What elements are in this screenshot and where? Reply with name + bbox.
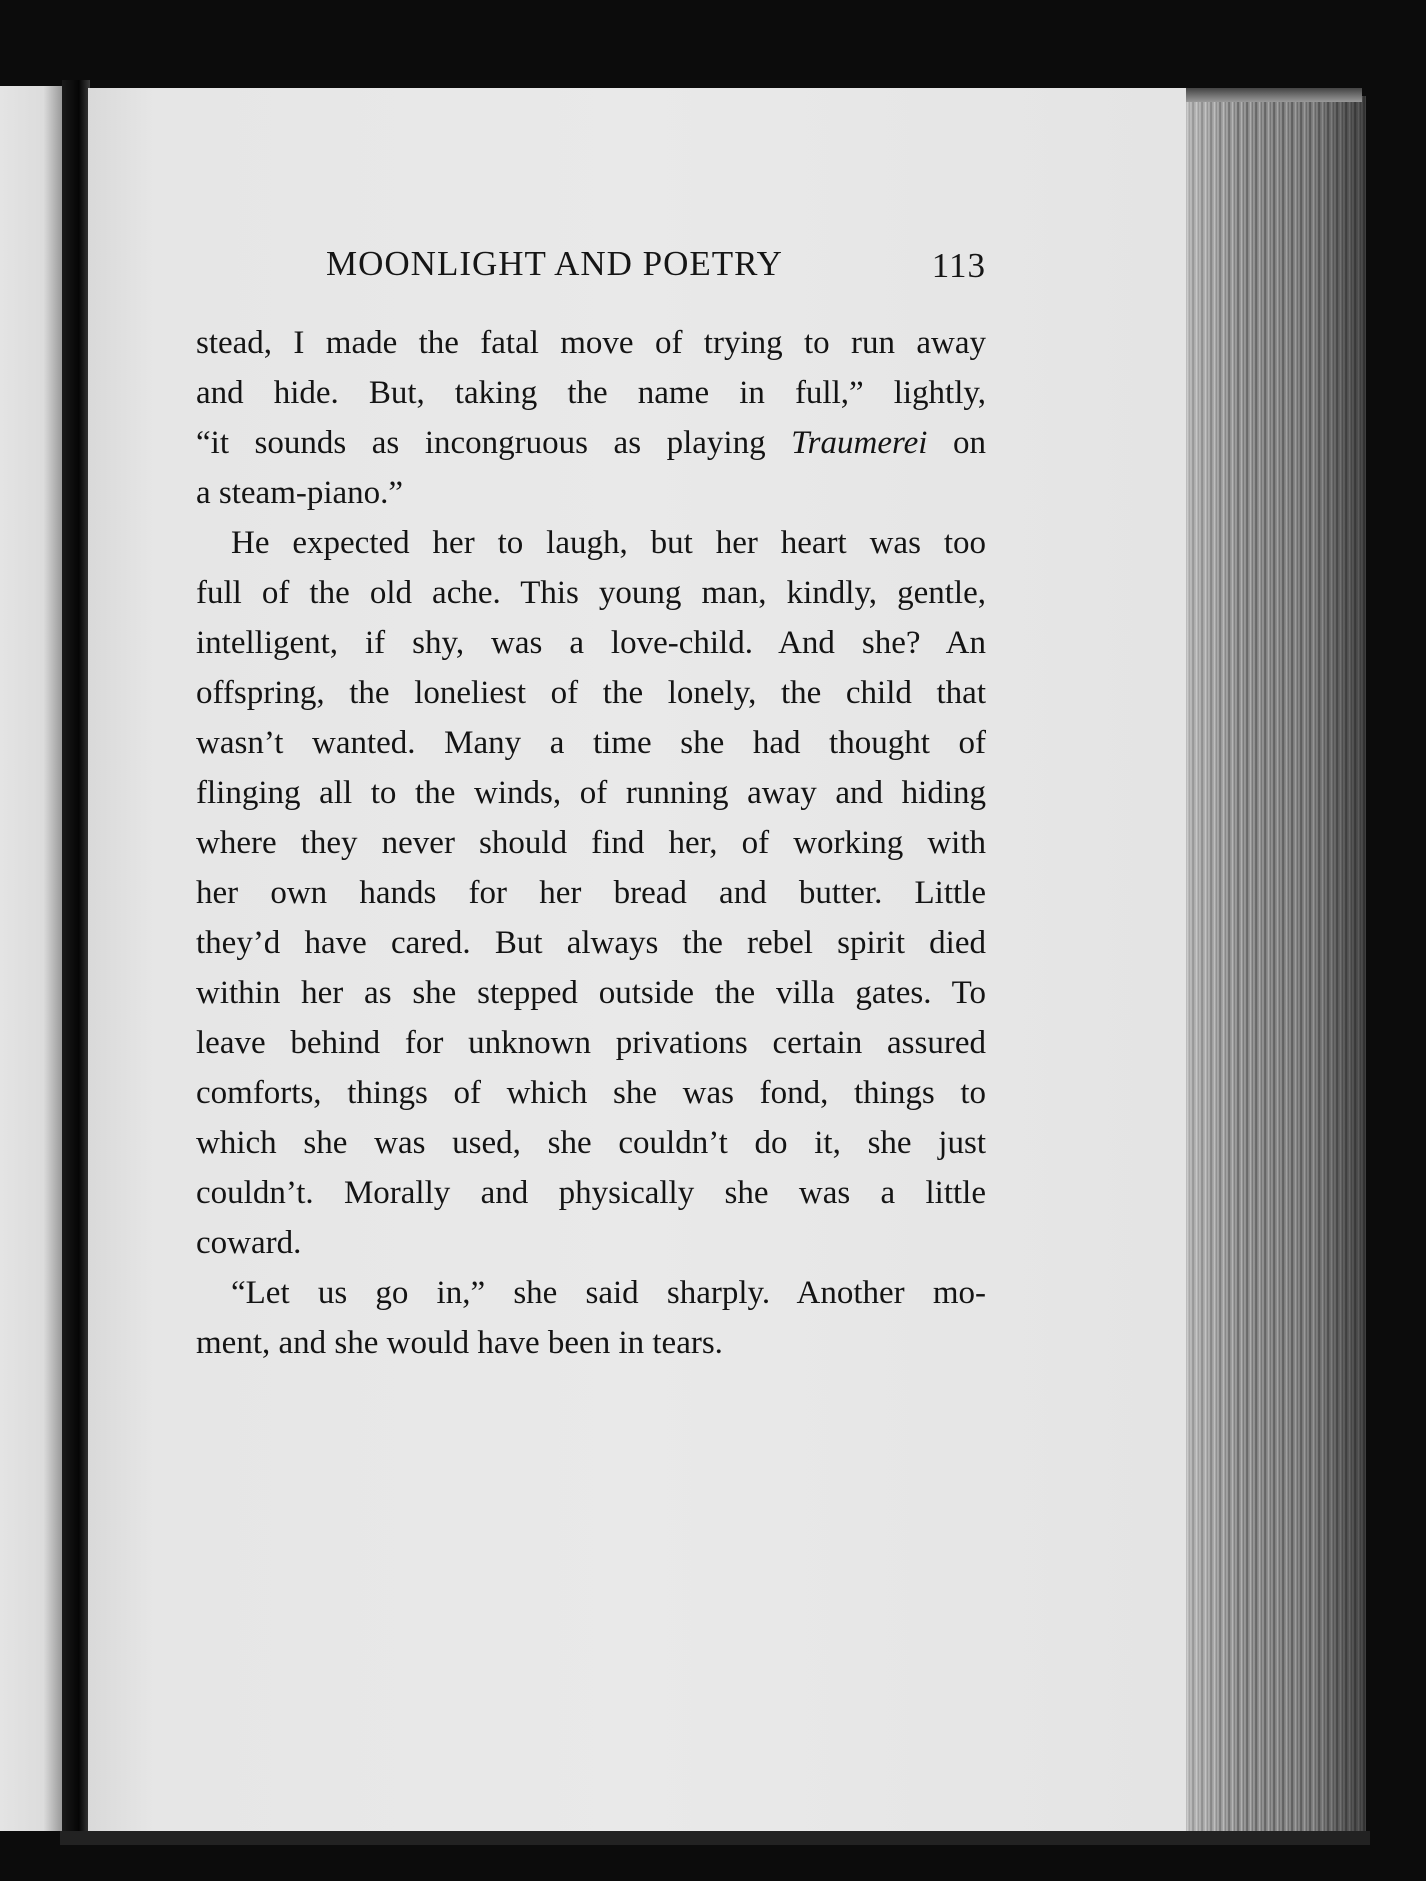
text-line: stead, I made the fatal move of trying to run away xyxy=(196,325,986,361)
text-line: where they never should find her, of working with xyxy=(196,825,986,861)
text-line: leave behind for unknown privations certain assured xyxy=(196,1025,986,1061)
text-line: comforts, things of which she was fond, things to xyxy=(196,1075,986,1111)
page-stack-top xyxy=(1186,88,1362,102)
text-line: “Let us go in,” she said sharply. Another mo- xyxy=(231,1275,986,1311)
text-line: flinging all to the winds, of running away and hiding xyxy=(196,775,986,811)
running-title: MOONLIGHT AND POETRY xyxy=(326,244,783,283)
text-line: and hide. But, taking the name in full,” lightly, xyxy=(196,375,986,411)
paragraph xyxy=(196,518,986,1268)
text-line: they’d have cared. But always the rebel spirit died xyxy=(196,925,986,961)
text-line: ment, and she would have been in tears. xyxy=(196,1325,723,1361)
paragraph xyxy=(196,318,986,518)
text-line-with-italic xyxy=(196,418,986,468)
text-line: which she was used, she couldn’t do it, she just xyxy=(196,1125,986,1161)
paragraph xyxy=(196,1268,986,1368)
page-stack-shading xyxy=(1186,96,1366,1831)
text-line: her own hands for her bread and butter. Little xyxy=(196,875,986,911)
italic-title: Traumerei xyxy=(791,425,928,461)
text-line: coward. xyxy=(196,1225,302,1261)
text-line: offspring, the loneliest of the lonely, the child that xyxy=(196,675,986,711)
text-segment: “it sounds as incongruous as playing xyxy=(196,425,792,461)
page-number: 113 xyxy=(931,246,986,285)
text-line: a steam-piano.” xyxy=(196,475,404,511)
running-head xyxy=(196,244,986,294)
body-text xyxy=(196,318,986,1368)
page-bottom-shadow xyxy=(60,1831,1370,1845)
text-line: full of the old ache. This young man, kindly, gentle, xyxy=(196,575,986,611)
facing-page-edge xyxy=(0,86,62,1831)
text-segment: on xyxy=(927,425,986,461)
text-line: wasn’t wanted. Many a time she had thought of xyxy=(196,725,986,761)
book-gutter xyxy=(62,80,90,1840)
text-line: within her as she stepped outside the villa gates. To xyxy=(196,975,986,1011)
text-line: intelligent, if shy, was a love-child. And she? An xyxy=(196,625,986,661)
text-line: couldn’t. Morally and physically she was a little xyxy=(196,1175,986,1211)
text-line: He expected her to laugh, but her heart was too xyxy=(231,525,986,561)
